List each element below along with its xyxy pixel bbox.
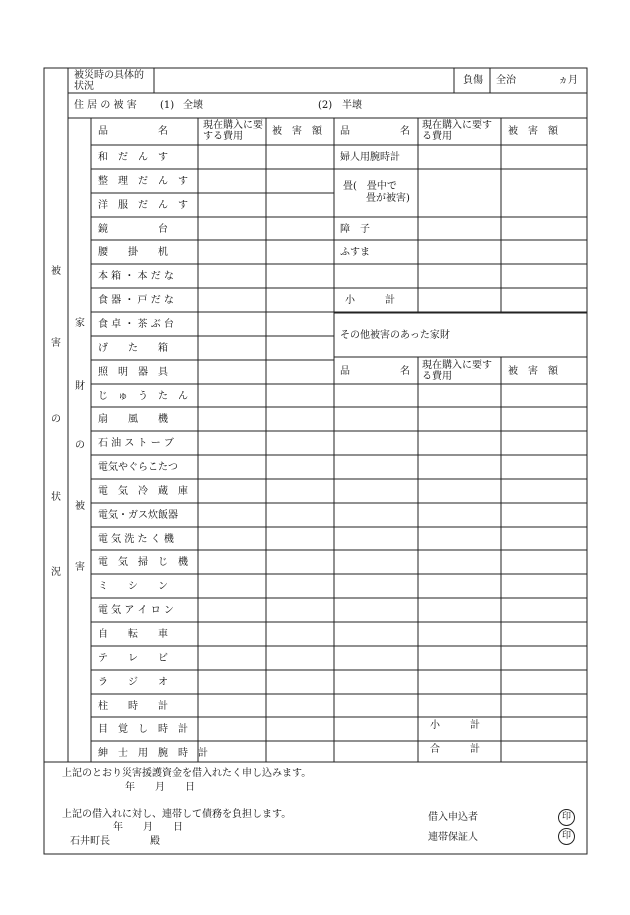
left-item-label: ミ シ ン [98,581,168,592]
application-date: 年 月 日 [125,782,195,793]
option-2-number: (2) [318,100,333,111]
application-statement: 上記のとおり災害援護資金を借入れたく申し込みます。 [62,768,312,779]
inner-side-char: の [75,440,85,451]
shoji: 障 子 [340,224,370,235]
guarantor-label: 連帯保証人 [428,832,478,843]
fusuma: ふすま [340,247,370,258]
other-items-label: その他被害のあった家財 [340,330,450,341]
damage-header-right: 被 害 額 [508,126,558,137]
specific-situation-label: 被災時の具体的状況 [74,70,144,92]
inner-side-char: 害 [75,562,85,573]
guarantor-statement: 上記の借入れに対し、連帯して債務を負担します。 [62,809,292,820]
inner-side-char: 被 [75,501,85,512]
left-item-label: げ た 箱 [98,343,168,354]
left-item-label: 目 覚 し 時 計 [98,724,188,735]
option-2-text: 半壊 [342,100,362,111]
outer-side-char: 害 [51,338,61,349]
left-item-label: 電気やぐらこたつ [98,462,178,473]
applicant-seal-icon: 印 [558,809,575,826]
subtotal-lower: 小 計 [430,720,480,731]
item-header-left: 品 名 [98,126,168,137]
left-item-label: 電 気 ア イ ロ ン [98,605,174,616]
left-item-label: 石 油 ス ト ー ブ [98,438,174,449]
option-1-number: (1) [160,100,175,111]
left-item-label: 電 気 掃 じ 機 [98,557,188,568]
cost-header-right-2: 現在購入に要する費用 [422,360,492,382]
left-item-label: 腰 掛 机 [98,247,168,258]
left-item-label: 柱 時 計 [98,701,168,712]
inner-side-char: 家 [75,318,85,329]
outer-side-char: 被 [51,266,61,277]
outer-side-char: の [51,414,61,425]
left-item-label: 食 器 ・ 戸 だ な [98,295,174,306]
injury-label: 負傷 [463,75,483,86]
left-item-label: 電 気 洗 た く 機 [98,534,174,545]
left-item-label: テ レ ビ [98,653,168,664]
left-item-label: 照 明 器 具 [98,367,168,378]
item-header-right-2: 品 名 [340,366,410,377]
tatami-line-1: 畳( 畳中で [343,181,397,192]
months-label: ヵ月 [558,75,578,86]
left-item-label: じ ゅ う た ん [98,391,188,402]
outer-side-char: 況 [51,567,61,578]
left-item-label: 電 気 冷 蔵 庫 [98,486,188,497]
grand-total: 合 計 [430,744,480,755]
left-item-label: 整 理 だ ん す [98,176,188,187]
guarantor-seal-icon: 印 [558,828,575,845]
outer-side-char: 状 [51,492,61,503]
left-item-label: 洋 服 だ ん す [98,200,188,211]
applicant-label: 借入申込者 [428,812,478,823]
residence-damage-label: 住 居 の 被 害 [74,100,137,111]
subtotal-upper: 小 計 [345,295,395,306]
left-item-label: 食 卓 ・ 茶 ぶ 台 [98,319,174,330]
mayor-addressee: 石井町長 殿 [70,836,160,847]
left-item-label: 自 転 車 [98,629,168,640]
guarantor-date: 年 月 日 [113,822,183,833]
recovery-label: 全治 [496,75,516,86]
left-item-label: 本 箱 ・ 本 だ な [98,271,174,282]
left-item-label: 扇 風 機 [98,414,168,425]
cost-header-left: 現在購入に要する費用 [203,120,263,142]
left-item-label: 和 だ ん す [98,152,168,163]
inner-side-char: 財 [75,381,85,392]
item-header-right: 品 名 [340,126,410,137]
left-item-label: 電気・ガス炊飯器 [98,510,178,521]
left-item-label: ラ ジ オ [98,677,168,688]
damage-header-right-2: 被 害 額 [508,366,558,377]
damage-header-left: 被 害 額 [272,126,322,137]
cost-header-right: 現在購入に要する費用 [422,120,492,142]
tatami-line-2: 畳が被害) [366,193,410,204]
option-1-text: 全壊 [183,100,203,111]
womens-watch: 婦人用腕時計 [340,152,400,163]
left-item-label: 紳 士 用 腕 時 計 [98,748,208,759]
left-item-label: 鏡 台 [98,224,168,235]
